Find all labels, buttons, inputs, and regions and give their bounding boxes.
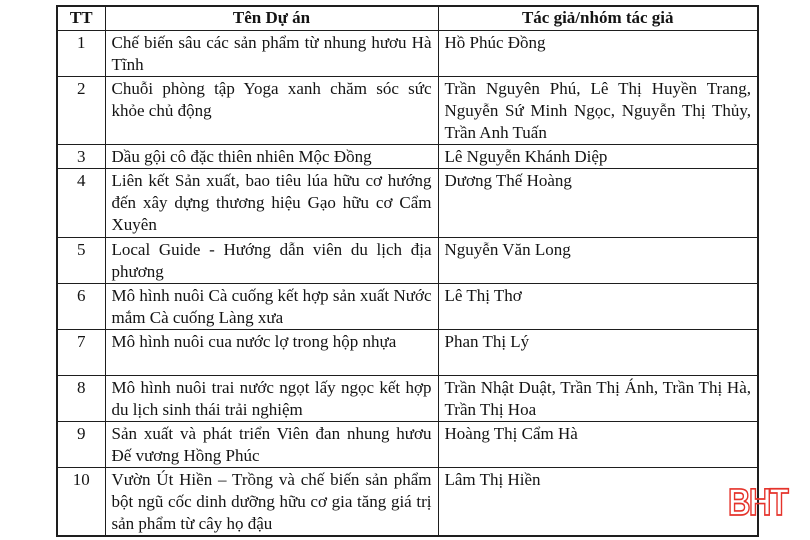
project-authors: Lê Nguyễn Khánh Diệp (438, 145, 758, 169)
header-authors: Tác giả/nhóm tác giả (438, 6, 758, 31)
row-number: 2 (57, 77, 105, 145)
project-name: Mô hình nuôi cua nước lợ trong hộp nhựa (105, 330, 438, 376)
project-authors: Lê Thị Thơ (438, 284, 758, 330)
project-authors: Hoàng Thị Cẩm Hà (438, 422, 758, 468)
project-name: Mô hình nuôi trai nước ngọt lấy ngọc kết hợp du lịch sinh thái trải nghiệm (105, 376, 438, 422)
project-authors: Hồ Phúc Đồng (438, 31, 758, 77)
row-number: 9 (57, 422, 105, 468)
row-number: 10 (57, 468, 105, 537)
project-name: Sản xuất và phát triển Viên đan nhung hươu Đế vương Hồng Phúc (105, 422, 438, 468)
table-row (57, 145, 758, 169)
project-authors: Phan Thị Lý (438, 330, 758, 376)
table-row (57, 376, 758, 422)
project-name: Chuỗi phòng tập Yoga xanh chăm sóc sức khỏe chủ động (105, 77, 438, 145)
row-number: 5 (57, 238, 105, 284)
row-number: 4 (57, 169, 105, 238)
project-authors: Dương Thế Hoàng (438, 169, 758, 238)
table-row (57, 468, 758, 537)
row-number: 3 (57, 145, 105, 169)
table-row (57, 169, 758, 238)
table-row (57, 422, 758, 468)
project-name: Local Guide - Hướng dẫn viên du lịch địa phương (105, 238, 438, 284)
table-row (57, 77, 758, 145)
table-row (57, 238, 758, 284)
project-authors: Lâm Thị Hiền (438, 468, 758, 537)
project-name: Mô hình nuôi Cà cuống kết hợp sản xuất Nước mắm Cà cuống Làng xưa (105, 284, 438, 330)
row-number: 8 (57, 376, 105, 422)
project-name: Vườn Út Hiền – Trồng và chế biến sản phẩm bột ngũ cốc dinh dưỡng hữu cơ gia tăng giá trị sản phẩm từ cây họ đậu (105, 468, 438, 537)
header-project-name: Tên Dự án (105, 6, 438, 31)
projects-table (56, 5, 759, 537)
project-name: Liên kết Sản xuất, bao tiêu lúa hữu cơ hướng đến xây dựng thương hiệu Gạo hữu cơ Cẩm Xuyên (105, 169, 438, 238)
project-authors: Trần Nhật Duật, Trần Thị Ánh, Trần Thị Hà, Trần Thị Hoa (438, 376, 758, 422)
project-authors: Trần Nguyên Phú, Lê Thị Huyền Trang, Nguyễn Sứ Minh Ngọc, Nguyễn Thị Thủy, Trần Anh Tuấn (438, 77, 758, 145)
project-name: Chế biến sâu các sản phẩm từ nhung hươu Hà Tĩnh (105, 31, 438, 77)
project-name: Dầu gội cô đặc thiên nhiên Mộc Đồng (105, 145, 438, 169)
project-authors: Nguyễn Văn Long (438, 238, 758, 284)
row-number: 1 (57, 31, 105, 77)
row-number: 7 (57, 330, 105, 376)
table-row (57, 330, 758, 376)
row-number: 6 (57, 284, 105, 330)
table-row (57, 284, 758, 330)
table-header-row (57, 6, 758, 31)
header-tt: TT (57, 6, 105, 31)
table-row (57, 31, 758, 77)
bht-logo: BHT (728, 482, 788, 524)
